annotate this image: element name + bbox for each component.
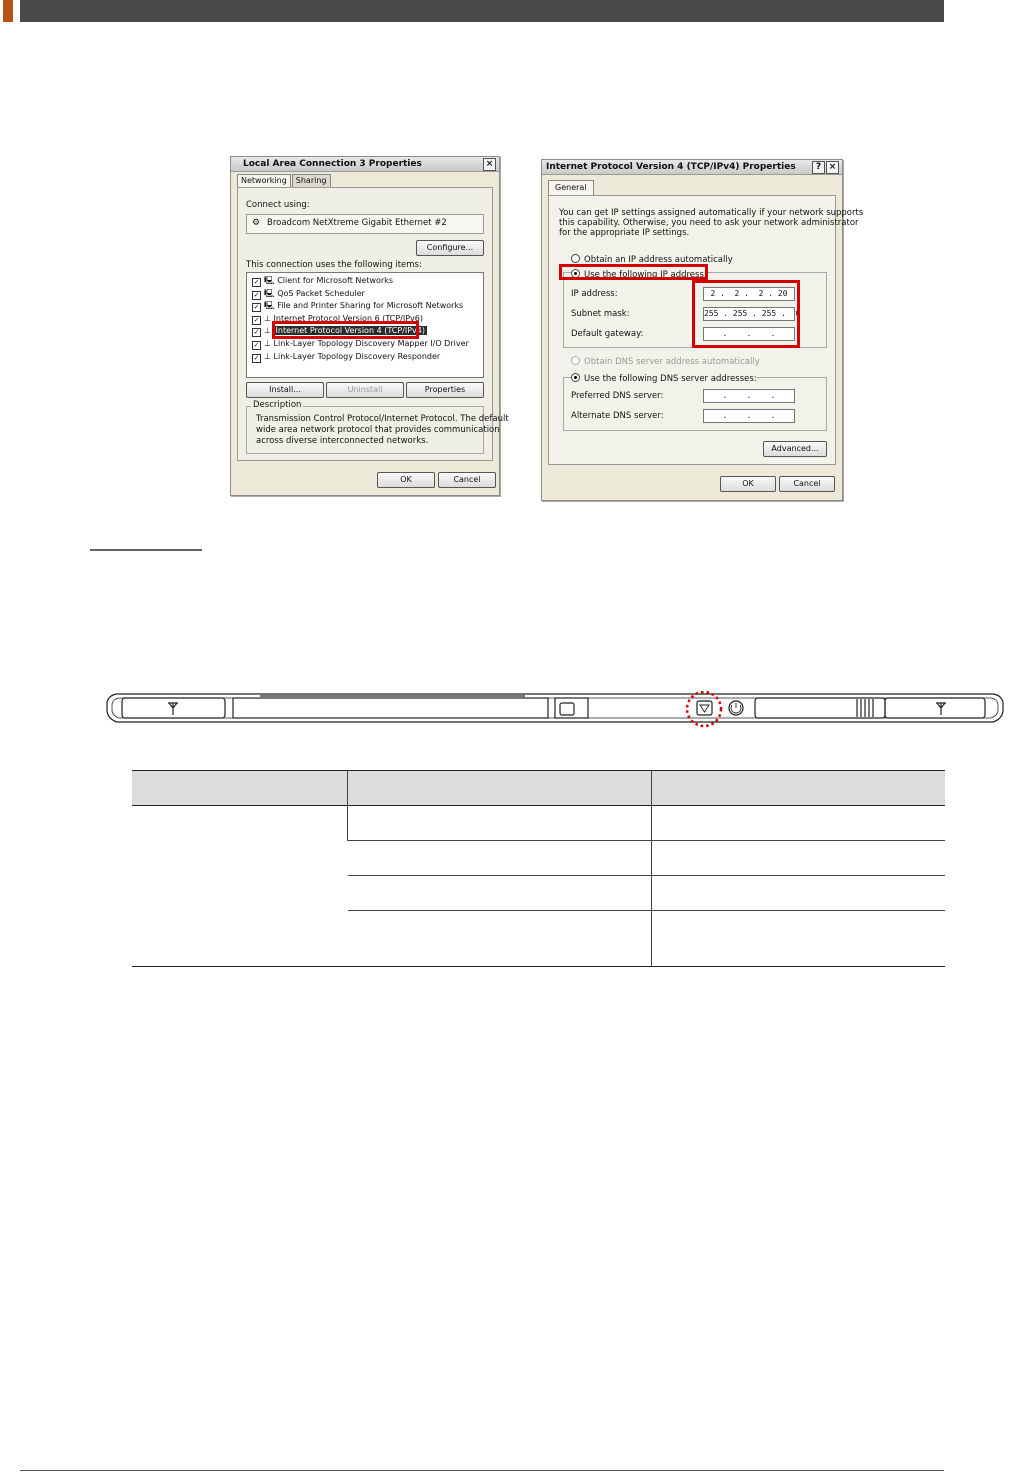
help-icon[interactable]: ? <box>812 161 825 174</box>
checkbox-checked-icon[interactable]: ✓ <box>253 328 260 337</box>
spec-table <box>132 770 945 967</box>
checkbox-checked-icon[interactable]: ✓ <box>253 303 260 312</box>
list-item[interactable] <box>247 288 483 301</box>
subnet-mask-field[interactable]: 255 . 255 . 255 . 0 <box>703 307 795 321</box>
obtain-dns-auto-option[interactable] <box>571 356 760 367</box>
list-item[interactable] <box>247 275 483 288</box>
close-icon[interactable]: × <box>826 161 839 174</box>
info-line: this capability. Otherwise, you need to ask your network administrator <box>559 218 859 228</box>
list-item-label: Link-Layer Topology Discovery Responder <box>273 351 441 361</box>
description-group <box>246 400 509 454</box>
table-cell <box>132 806 348 967</box>
list-item[interactable] <box>247 300 483 313</box>
battery-cover-far-right <box>885 698 985 718</box>
use-following-ip-label: Use the following IP address: <box>584 270 707 280</box>
adapter-name: Broadcom NetXtreme Gigabit Ethernet #2 <box>267 218 447 228</box>
section-heading-rule <box>90 549 202 551</box>
radio-selected-icon[interactable] <box>571 373 580 382</box>
network-adapter-icon: ⚙ <box>252 218 261 228</box>
install-button[interactable]: Install... <box>246 382 324 398</box>
table-header-cell <box>652 771 946 806</box>
protocol-icon: ⊥ <box>264 351 274 361</box>
side-panel <box>233 698 548 718</box>
checkbox-checked-icon[interactable]: ✓ <box>253 290 260 299</box>
network-service-icon: 🖳 <box>264 288 278 298</box>
wifi-button-highlight <box>687 692 721 726</box>
use-following-dns-label: Use the following DNS server addresses: <box>584 374 757 384</box>
table-header-cell <box>132 771 348 806</box>
subnet-mask-label: Subnet mask: <box>571 309 630 319</box>
description-line: Transmission Control Protocol/Internet Protocol. The default <box>256 414 509 424</box>
preferred-dns-field[interactable]: . . . <box>703 389 795 403</box>
ipv4-dialog-titlebar <box>542 160 842 175</box>
header-bar <box>20 0 944 22</box>
alternate-dns-field[interactable]: . . . <box>703 409 795 423</box>
description-line: wide area network protocol that provides communication <box>256 425 500 435</box>
table-cell <box>652 806 946 841</box>
wifi-button-icon <box>697 701 712 715</box>
info-line: You can get IP settings assigned automatically if your network supports <box>559 208 864 218</box>
table-cell <box>652 841 946 876</box>
protocol-icon: ⊥ <box>264 313 274 323</box>
highlight-ip-fields <box>692 280 800 348</box>
checkbox-checked-icon[interactable]: ✓ <box>253 353 260 362</box>
use-following-dns-option[interactable] <box>571 373 757 384</box>
ok-button[interactable]: OK <box>720 476 776 492</box>
ip-address-label: IP address: <box>571 289 618 299</box>
configure-button[interactable]: Configure... <box>416 240 484 256</box>
info-line: for the appropriate IP settings. <box>559 228 690 238</box>
table-cell <box>348 876 652 911</box>
list-item-label: File and Printer Sharing for Microsoft Networks <box>277 301 464 311</box>
uninstall-button[interactable]: Uninstall <box>326 382 404 398</box>
table-header-cell <box>348 771 652 806</box>
obtain-ip-auto-label: Obtain an IP address automatically <box>584 255 733 265</box>
table-cell <box>348 806 652 841</box>
radio-icon[interactable] <box>571 254 580 263</box>
ipv4-tabs <box>548 180 595 193</box>
power-symbol-icon <box>731 703 741 713</box>
network-client-icon: 🖳 <box>264 276 278 285</box>
list-item[interactable] <box>247 338 483 351</box>
antenna-icon <box>936 703 946 715</box>
ip-address-field[interactable]: 2 . 2 . 2 . 20 <box>703 287 795 301</box>
preferred-dns-label: Preferred DNS server: <box>571 391 664 401</box>
alternate-dns-label: Alternate DNS server: <box>571 411 664 421</box>
list-item-label: Link-Layer Topology Discovery Mapper I/O Driver <box>273 338 469 348</box>
list-item-label: Client for Microsoft Networks <box>277 276 393 285</box>
lan-dialog-titlebar <box>231 157 499 172</box>
ipv4-properties-dialog <box>541 159 864 501</box>
slide-switch-icon <box>560 703 574 715</box>
highlight-ipv4-item <box>272 321 419 339</box>
ok-button[interactable]: OK <box>377 472 435 488</box>
lan-dialog-title: Local Area Connection 3 Properties <box>243 159 422 169</box>
checkbox-checked-icon[interactable]: ✓ <box>253 340 260 349</box>
adapter-field <box>246 214 484 234</box>
checkbox-checked-icon[interactable]: ✓ <box>253 278 260 286</box>
table-row <box>132 806 945 841</box>
default-gateway-field[interactable]: . . . <box>703 327 795 341</box>
highlight-use-following-ip <box>559 264 708 280</box>
list-item-label: QoS Packet Scheduler <box>277 288 365 298</box>
tab-sharing[interactable]: Sharing <box>292 174 331 187</box>
protocol-icon: ⊥ <box>264 338 274 348</box>
cancel-button[interactable]: Cancel <box>779 476 835 492</box>
default-gateway-label: Default gateway: <box>571 329 644 339</box>
obtain-dns-auto-label: Obtain DNS server address automatically <box>584 357 760 367</box>
checkbox-checked-icon[interactable]: ✓ <box>253 315 260 324</box>
description-label: Description <box>253 400 302 410</box>
tab-networking[interactable]: Networking <box>237 174 291 187</box>
ipv4-dialog-title: Internet Protocol Version 4 (TCP/IPv4) Properties <box>546 162 796 172</box>
protocol-icon: ⊥ <box>264 326 274 336</box>
list-item-label: Internet Protocol Version 6 (TCP/IPv6) <box>273 313 423 323</box>
lan-tabs <box>237 174 332 187</box>
table-header-row <box>132 771 945 806</box>
advanced-button[interactable]: Advanced... <box>763 441 827 457</box>
antenna-icon <box>168 703 178 715</box>
table-cell <box>348 841 652 876</box>
wifi-symbol-icon <box>700 705 709 712</box>
list-item[interactable] <box>247 351 483 364</box>
properties-button[interactable]: Properties <box>406 382 484 398</box>
table-cell <box>652 876 946 911</box>
detector-side-view <box>105 691 1005 729</box>
connect-using-label: Connect using: <box>246 200 310 210</box>
description-line: across diverse interconnected networks. <box>256 436 429 446</box>
table-cell <box>348 911 652 967</box>
close-icon[interactable]: × <box>483 158 496 171</box>
cancel-button[interactable]: Cancel <box>438 472 496 488</box>
footer-rule <box>20 1470 944 1471</box>
header-accent-mark <box>3 0 13 22</box>
lan-properties-dialog <box>230 156 509 496</box>
network-service-icon: 🖳 <box>264 301 278 311</box>
list-item-label: Internet Protocol Version 4 (TCP/IPv4) <box>275 326 425 336</box>
radio-icon[interactable] <box>571 356 580 365</box>
items-label: This connection uses the following items: <box>246 260 422 270</box>
tab-general[interactable]: General <box>548 180 594 195</box>
table-cell <box>652 911 946 967</box>
